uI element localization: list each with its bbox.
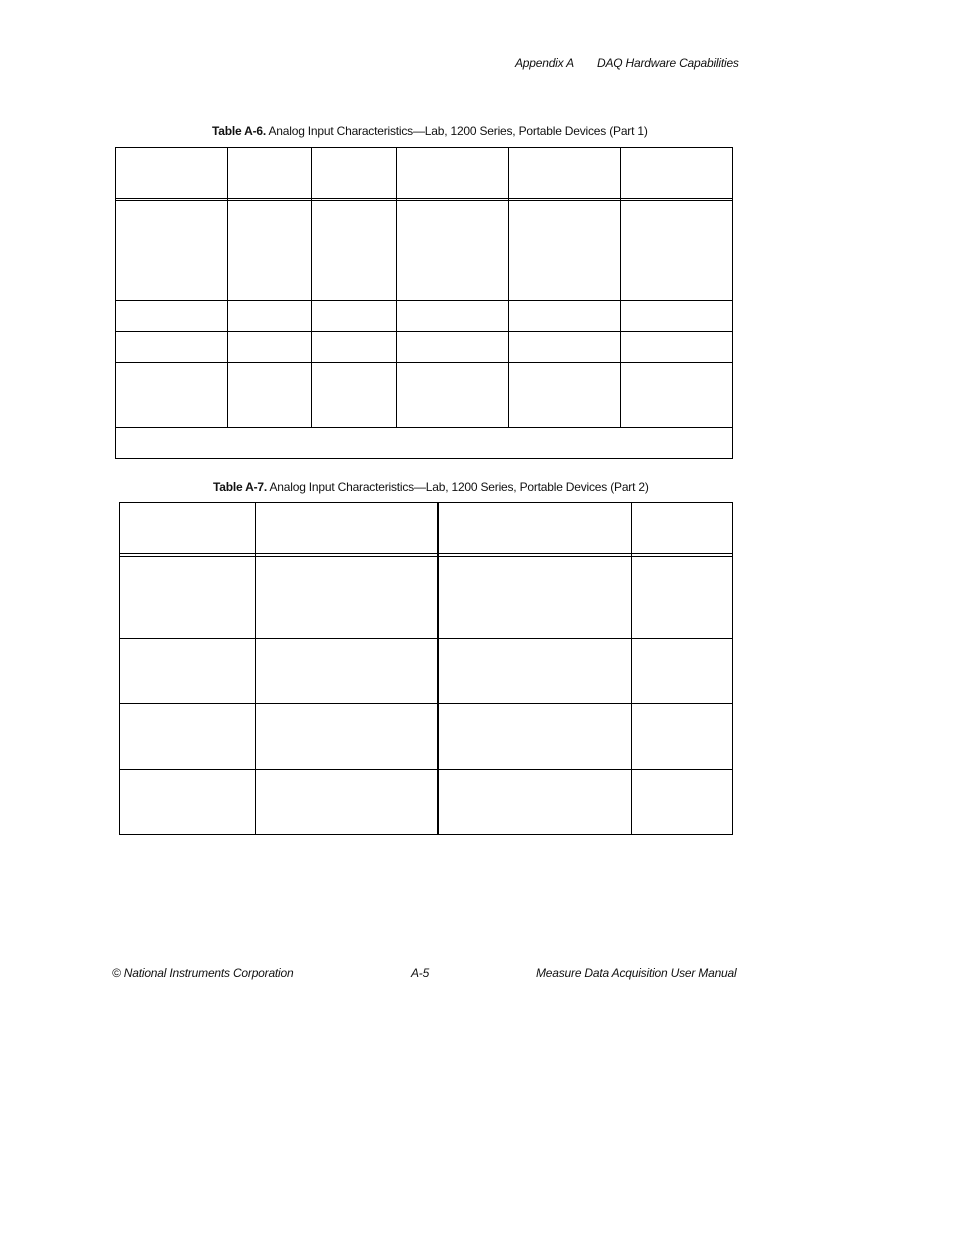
table-a7-caption <box>213 480 649 494</box>
table-a7 <box>119 502 733 835</box>
table-a6-col-rule <box>508 148 509 427</box>
table-a7-row-rule <box>120 769 732 770</box>
table-a6-col-rule <box>227 148 228 427</box>
table-a7-row-rule <box>120 638 732 639</box>
table-a6-row-rule <box>116 331 732 332</box>
table-a6-col-rule <box>311 148 312 427</box>
table-a7-header-rule <box>120 553 732 554</box>
table-a6-row-rule <box>116 362 732 363</box>
table-a6-row-rule <box>116 427 732 428</box>
table-a6-row-rule <box>116 300 732 301</box>
footer-copyright: © National Instruments Corporation <box>112 966 294 980</box>
table-a7-caption-label: Table A-7. <box>213 480 268 494</box>
footer-page-number: A-5 <box>411 966 430 980</box>
running-header-appendix: Appendix A <box>515 56 574 70</box>
table-a7-col-rule <box>437 503 439 834</box>
table-a7-col-rule <box>255 503 256 834</box>
table-a7-header-rule-2 <box>120 556 732 557</box>
footer-manual-title: Measure Data Acquisition User Manual <box>536 966 737 980</box>
table-a6-col-rule <box>620 148 621 427</box>
table-a6-col-rule <box>396 148 397 427</box>
table-a6-caption-text: Analog Input Characteristics—Lab, 1200 Series, Portable Devices (Part 1) <box>268 124 648 138</box>
table-a7-caption-text: Analog Input Characteristics—Lab, 1200 Series, Portable Devices (Part 2) <box>269 480 649 494</box>
table-a7-row-rule <box>120 703 732 704</box>
table-a6 <box>115 147 733 459</box>
running-header-section: DAQ Hardware Capabilities <box>597 56 739 70</box>
table-a6-header-rule-2 <box>116 200 732 201</box>
table-a6-caption-label: Table A-6. <box>212 124 267 138</box>
table-a7-col-rule <box>631 503 632 834</box>
table-a6-caption <box>212 124 648 138</box>
table-a6-header-rule <box>116 198 732 199</box>
